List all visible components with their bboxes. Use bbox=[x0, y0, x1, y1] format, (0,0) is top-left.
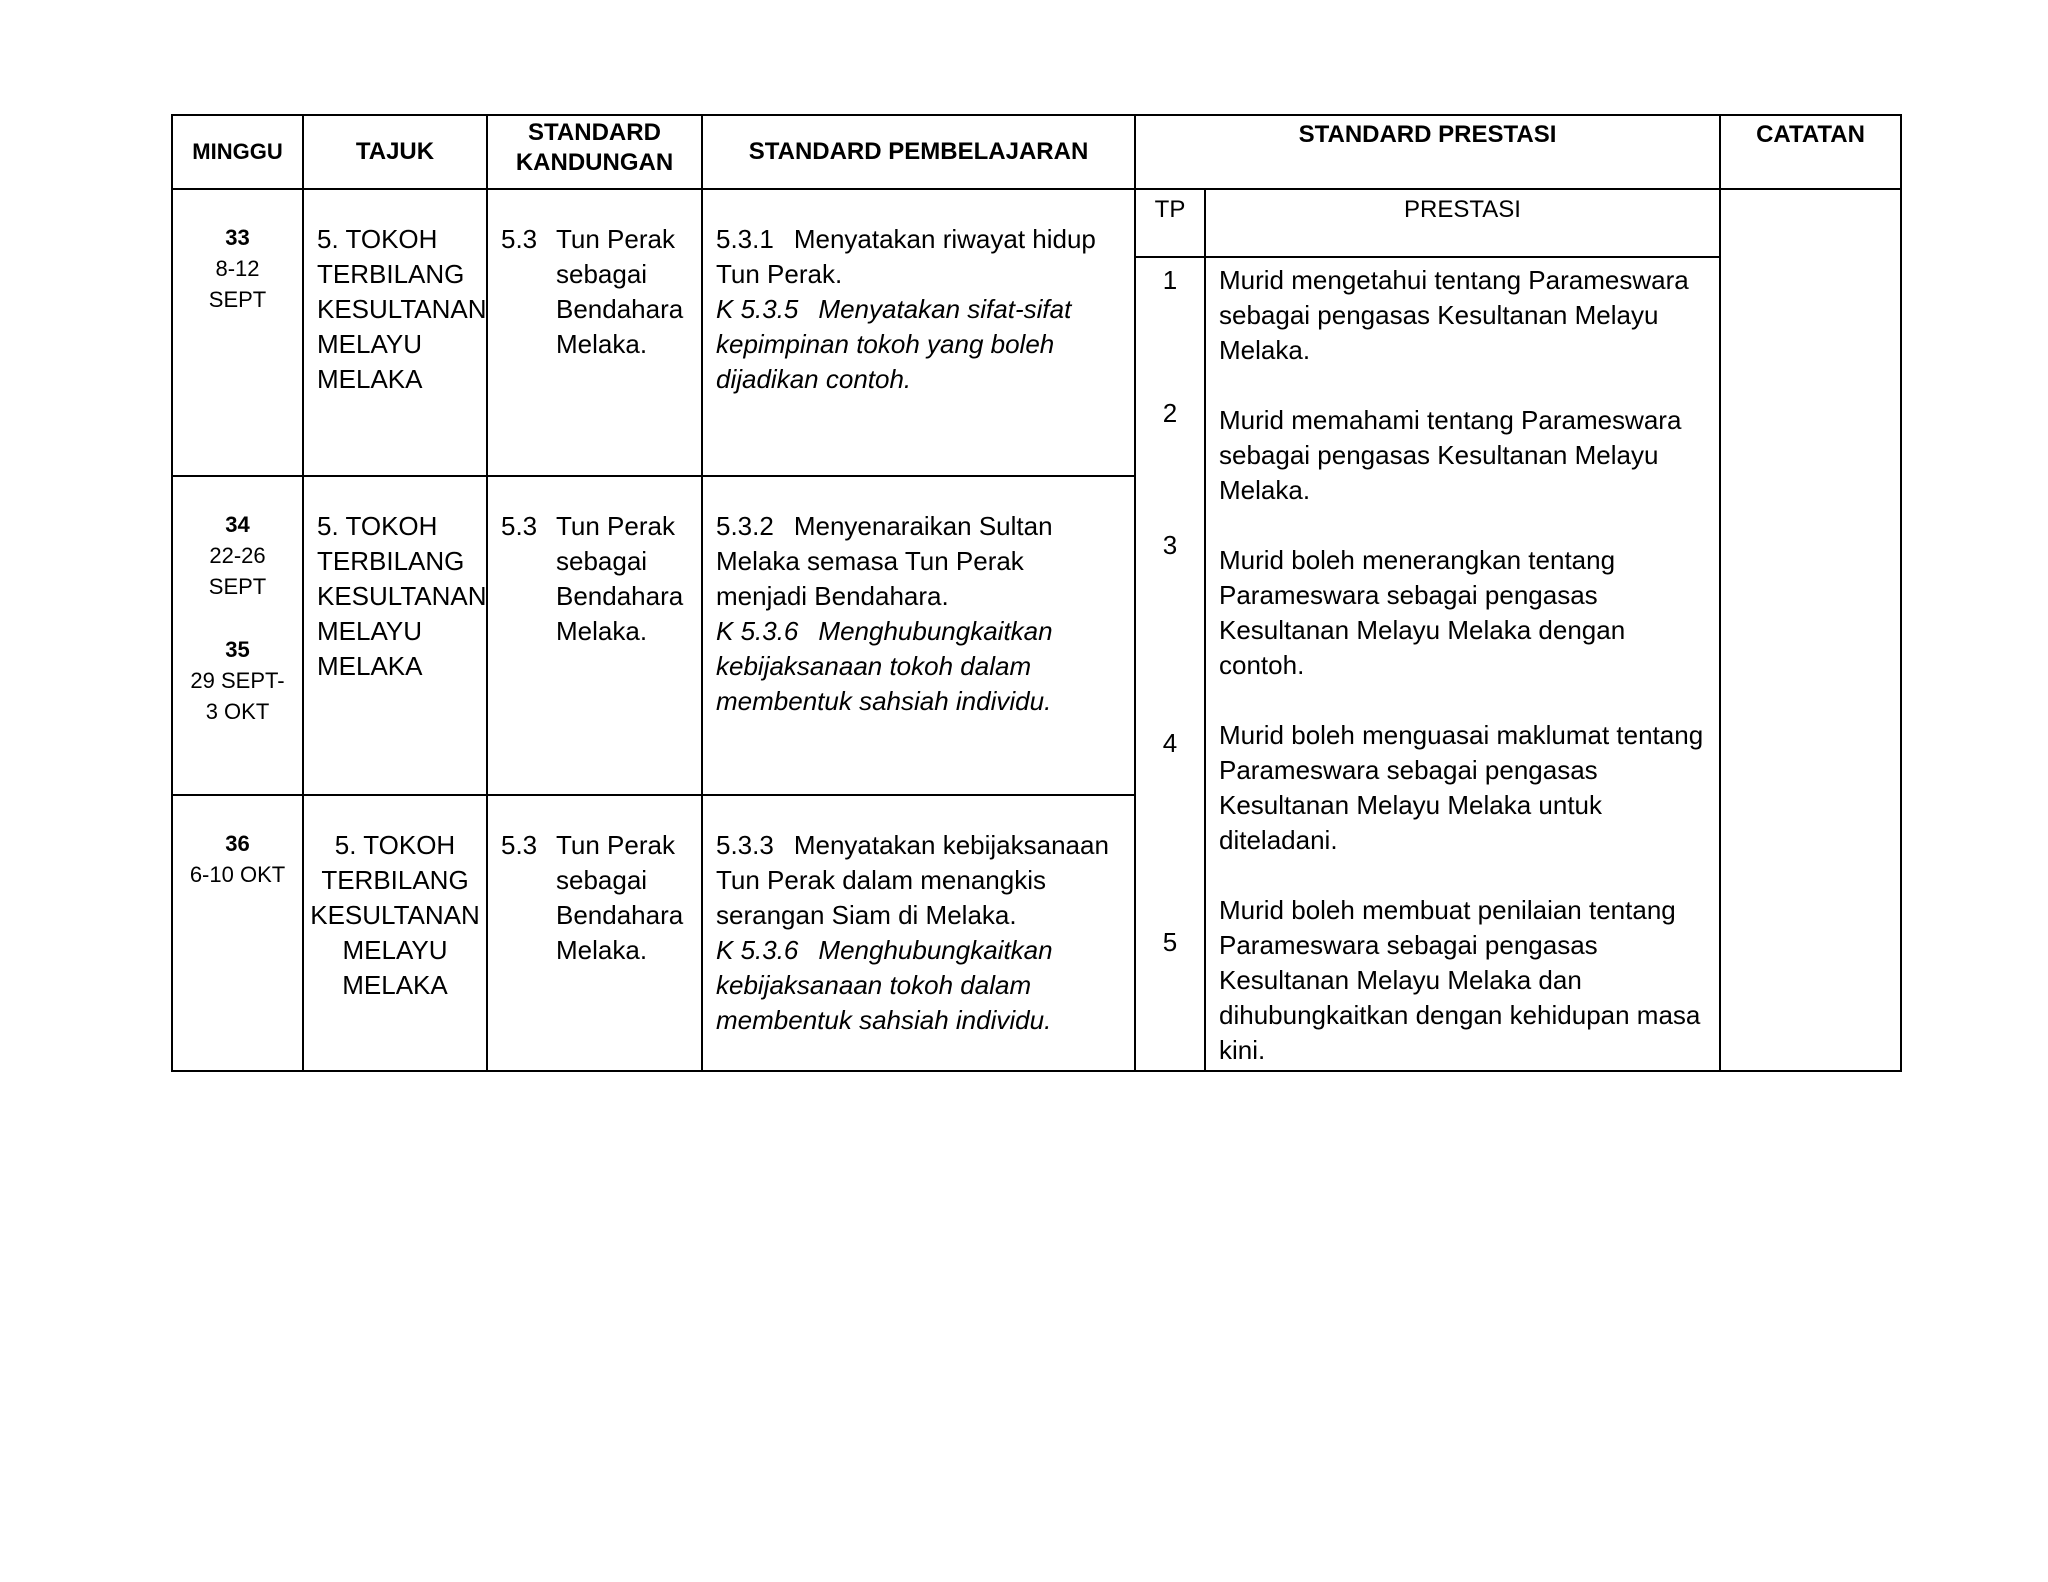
prestasi-text: Murid memahami tentang Parameswara sebagai pengasas Kesultanan Melayu Melaka. bbox=[1219, 405, 1682, 505]
week-dates: 29 SEPT- bbox=[190, 668, 285, 693]
header-standard-kandungan: STANDARD KANDUNGAN bbox=[487, 115, 702, 189]
standard-pembelajaran-cell bbox=[702, 476, 1135, 795]
sp-text: Menyatakan kebijaksanaan Tun Perak dalam menangkis serangan Siam di Melaka. bbox=[716, 830, 1109, 930]
tajuk-text: MELAYU bbox=[317, 329, 422, 359]
sp-k-text: Menghubungkaitkan kebijaksanaan tokoh dalam membentuk sahsiah individu. bbox=[716, 616, 1053, 716]
week-number: 33 bbox=[225, 225, 250, 250]
week-dates: 8-12 bbox=[215, 256, 260, 281]
sk-text: Tun Perak bbox=[556, 511, 675, 541]
standard-pembelajaran-cell bbox=[702, 795, 1135, 1071]
week-number: 34 bbox=[225, 512, 250, 537]
sp-k-code: K 5.3.6 bbox=[716, 935, 799, 965]
sk-code: 5.3 bbox=[501, 830, 538, 860]
sp-k-text: Menghubungkaitkan kebijaksanaan tokoh dalam membentuk sahsiah individu. bbox=[716, 935, 1053, 1035]
tajuk-text: MELAKA bbox=[317, 364, 423, 394]
tajuk-text: 5. TOKOH bbox=[317, 511, 438, 541]
header-minggu: MINGGU bbox=[172, 115, 303, 189]
week-dates: 3 OKT bbox=[205, 699, 270, 724]
week-dates: SEPT bbox=[208, 287, 267, 312]
table-row bbox=[172, 189, 1901, 476]
tp-number: 3 bbox=[1162, 530, 1178, 560]
tajuk-cell bbox=[303, 189, 487, 476]
standard-kandungan-cell bbox=[487, 795, 702, 1071]
sk-text: Bendahara bbox=[556, 581, 684, 611]
sk-text: Melaka. bbox=[556, 935, 648, 965]
tp-number: 1 bbox=[1162, 265, 1178, 295]
week-cell bbox=[172, 476, 303, 795]
prestasi-text: Murid boleh menerangkan tentang Parameswara sebagai pengasas Kesultanan Melayu Melaka dengan contoh. bbox=[1219, 545, 1626, 680]
tajuk-text: TERBILANG bbox=[317, 259, 465, 289]
tajuk-text: 5. TOKOH bbox=[334, 830, 456, 860]
week-dates: 6-10 OKT bbox=[189, 862, 286, 887]
tajuk-text: KESULTANAN bbox=[310, 900, 480, 930]
week-number: 36 bbox=[225, 831, 250, 856]
week-number: 35 bbox=[225, 637, 250, 662]
sk-text: Melaka. bbox=[556, 616, 648, 646]
tajuk-text: MELAYU bbox=[342, 935, 448, 965]
tajuk-cell bbox=[303, 476, 487, 795]
header-row bbox=[172, 115, 1901, 189]
tajuk-text: 5. TOKOH bbox=[317, 224, 438, 254]
tajuk-text: TERBILANG bbox=[321, 865, 469, 895]
prestasi-text: Murid mengetahui tentang Parameswara sebagai pengasas Kesultanan Melayu Melaka. bbox=[1219, 265, 1689, 365]
sp-k-text: Menyatakan sifat-sifat kepimpinan tokoh yang boleh dijadikan contoh. bbox=[716, 294, 1072, 394]
prestasi-text: Murid boleh menguasai maklumat tentang Parameswara sebagai pengasas Kesultanan Melayu Melaka untuk diteladani. bbox=[1219, 720, 1704, 855]
tajuk-text: TERBILANG bbox=[317, 546, 465, 576]
sk-text: Tun Perak bbox=[556, 224, 675, 254]
tp-number: 4 bbox=[1162, 728, 1178, 758]
tajuk-text: MELAKA bbox=[317, 651, 423, 681]
prestasi-subheader bbox=[1136, 190, 1719, 258]
sp-text: Menyenaraikan Sultan Melaka semasa Tun Perak menjadi Bendahara. bbox=[716, 511, 1053, 611]
sk-code: 5.3 bbox=[501, 224, 538, 254]
sk-text: sebagai bbox=[556, 546, 648, 576]
sk-text: sebagai bbox=[556, 259, 648, 289]
sk-text: sebagai bbox=[556, 865, 648, 895]
tajuk-cell bbox=[303, 795, 487, 1071]
standard-kandungan-cell bbox=[487, 476, 702, 795]
standard-pembelajaran-cell bbox=[702, 189, 1135, 476]
catatan-cell bbox=[1720, 189, 1901, 1071]
tajuk-text: MELAYU bbox=[317, 616, 422, 646]
lesson-plan-table bbox=[171, 114, 1902, 1072]
header-tajuk: TAJUK bbox=[303, 115, 487, 189]
tajuk-text: KESULTANAN bbox=[317, 581, 487, 611]
week-dates: SEPT bbox=[208, 574, 267, 599]
prestasi-label: PRESTASI bbox=[1404, 196, 1521, 223]
week-cell bbox=[172, 189, 303, 476]
sk-text: Melaka. bbox=[556, 329, 648, 359]
tajuk-text: MELAKA bbox=[342, 970, 448, 1000]
standard-prestasi-cell bbox=[1135, 189, 1720, 1071]
sk-code: 5.3 bbox=[501, 511, 538, 541]
prestasi-text: Murid boleh membuat penilaian tentang Parameswara sebagai pengasas Kesultanan Melayu Melaka dan dihubungkaitkan dengan kehidupan masa kini. bbox=[1219, 895, 1701, 1065]
header-standard-prestasi: STANDARD PRESTASI bbox=[1135, 115, 1720, 189]
tp-number: 5 bbox=[1162, 927, 1178, 957]
week-cell bbox=[172, 795, 303, 1071]
header-catatan: CATATAN bbox=[1720, 115, 1901, 189]
week-dates: 22-26 bbox=[209, 543, 266, 568]
sp-k-code: K 5.3.5 bbox=[716, 294, 799, 324]
sp-code: 5.3.1 bbox=[716, 224, 774, 254]
sk-text: Bendahara bbox=[556, 900, 684, 930]
sp-text: Menyatakan riwayat hidup Tun Perak. bbox=[716, 224, 1096, 289]
tp-number: 2 bbox=[1162, 398, 1178, 428]
sp-code: 5.3.3 bbox=[716, 830, 774, 860]
sk-text: Tun Perak bbox=[556, 830, 675, 860]
tp-label: TP bbox=[1154, 196, 1186, 223]
sp-code: 5.3.2 bbox=[716, 511, 774, 541]
tajuk-text: KESULTANAN bbox=[317, 294, 487, 324]
header-standard-pembelajaran: STANDARD PEMBELAJARAN bbox=[702, 115, 1135, 189]
sp-k-code: K 5.3.6 bbox=[716, 616, 799, 646]
standard-kandungan-cell bbox=[487, 189, 702, 476]
sk-text: Bendahara bbox=[556, 294, 684, 324]
